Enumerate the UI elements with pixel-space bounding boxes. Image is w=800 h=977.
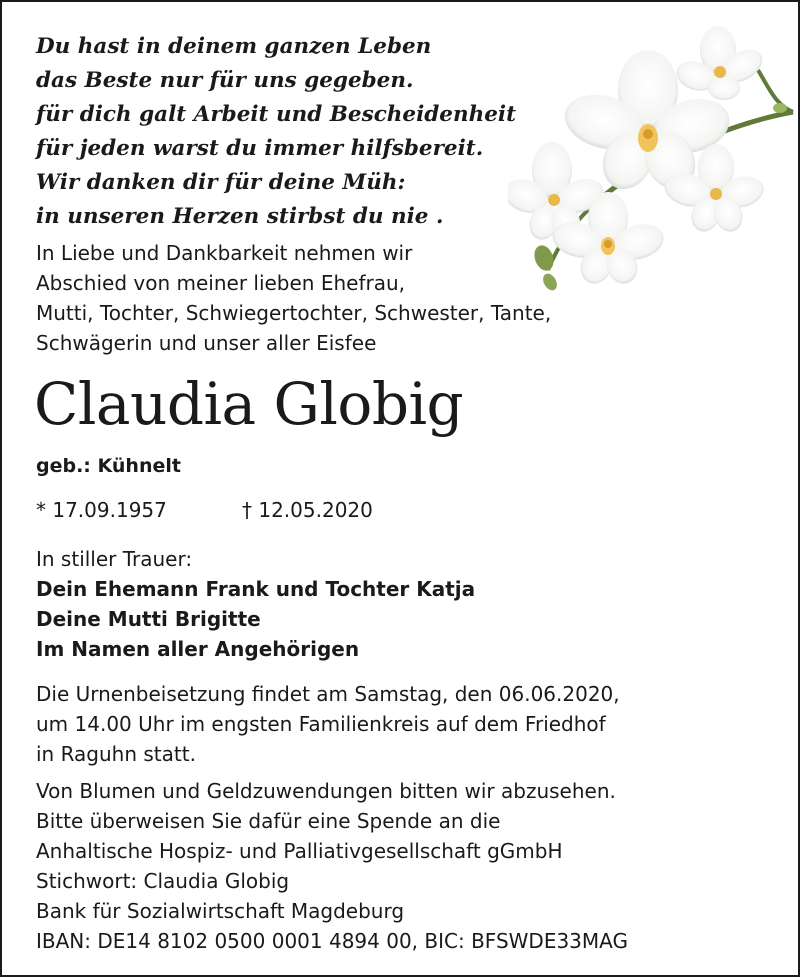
- poem-line: in unseren Herzen stirbst du nie .: [36, 204, 444, 229]
- intro-line: In Liebe und Dankbarkeit nehmen wir: [36, 241, 413, 265]
- mourner-line: Deine Mutti Brigitte: [36, 607, 261, 631]
- burial-info: [36, 679, 620, 769]
- burial-line: um 14.00 Uhr im engsten Familienkreis auf dem Friedhof: [36, 712, 606, 736]
- birth-date: * 17.09.1957: [36, 498, 167, 522]
- mourner-line: Im Namen aller Angehörigen: [36, 637, 360, 661]
- poem-line: für jeden warst du immer hilfsbereit.: [36, 136, 484, 161]
- donation-line: Stichwort: Claudia Globig: [36, 869, 290, 893]
- maiden-name: geb.: Kühnelt: [36, 455, 181, 477]
- poem-line: Wir danken dir für deine Müh:: [36, 170, 406, 195]
- mourner-line: Dein Ehemann Frank und Tochter Katja: [36, 577, 476, 601]
- death-date: † 12.05.2020: [242, 498, 373, 522]
- burial-line: Die Urnenbeisetzung findet am Samstag, den 06.06.2020,: [36, 682, 620, 706]
- mourners-label: In stiller Trauer:: [36, 547, 193, 571]
- donation-line: Bitte überweisen Sie dafür eine Spende an die: [36, 809, 501, 833]
- donation-line: Von Blumen und Geldzuwendungen bitten wir abzusehen.: [36, 779, 616, 803]
- poem-line: das Beste nur für uns gegeben.: [36, 68, 414, 93]
- burial-line: in Raguhn statt.: [36, 742, 196, 766]
- poem-line: Du hast in deinem ganzen Leben: [36, 34, 432, 59]
- intro-text: [36, 238, 551, 358]
- intro-line: Schwägerin und unser aller Eisfee: [36, 331, 377, 355]
- intro-line: Mutti, Tochter, Schwiegertochter, Schwester, Tante,: [36, 301, 552, 325]
- deceased-name: Claudia Globig: [34, 370, 464, 438]
- donation-line: Anhaltische Hospiz- und Palliativgesellschaft gGmbH: [36, 839, 563, 863]
- orchid-icon: [508, 20, 798, 295]
- donation-info: [36, 776, 628, 956]
- mourners-list: [36, 574, 475, 664]
- poem: [36, 30, 516, 234]
- poem-line: für dich galt Arbeit und Bescheidenheit: [36, 102, 517, 127]
- donation-line: Bank für Sozialwirtschaft Magdeburg: [36, 899, 405, 923]
- intro-line: Abschied von meiner lieben Ehefrau,: [36, 271, 406, 295]
- donation-line: IBAN: DE14 8102 0500 0001 4894 00, BIC: BFSWDE33MAG: [36, 929, 628, 953]
